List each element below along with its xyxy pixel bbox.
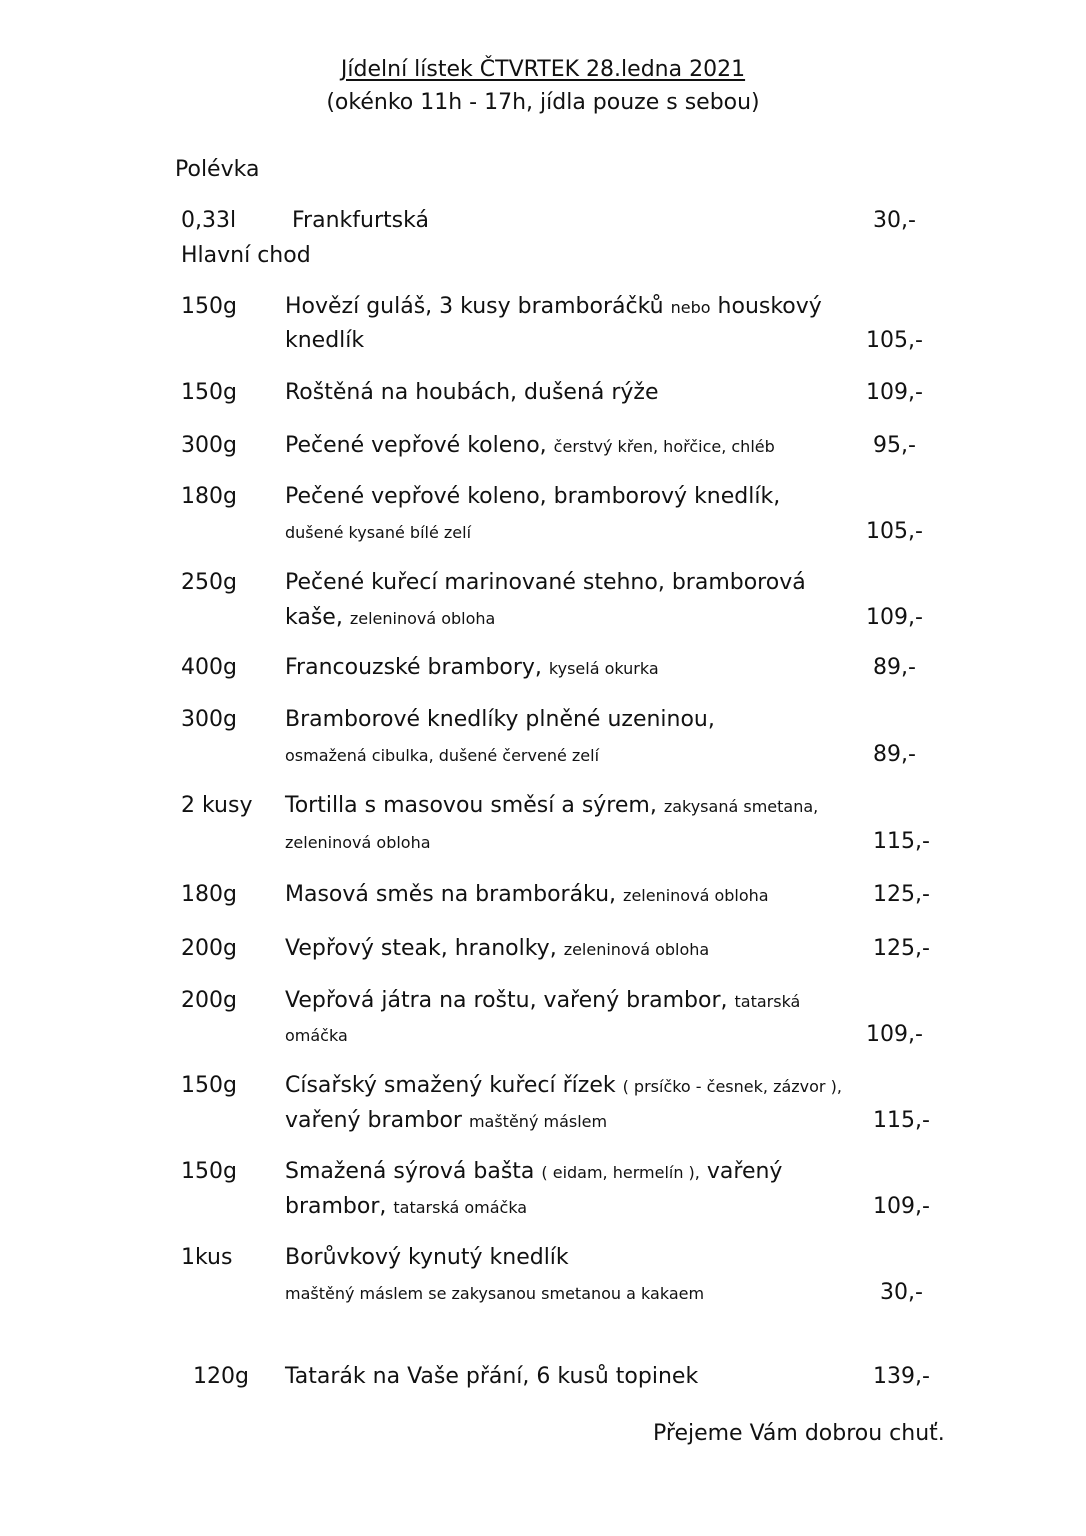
item-name (285, 792, 818, 821)
item-name-main: Pečené vepřové koleno, bramborový knedlík, (285, 484, 781, 509)
item-name-line2 (285, 604, 495, 633)
item-name-main: Smažená sýrová bašta (285, 1159, 542, 1184)
item-name-detail: čerstvý křen, hořčice, chléb (553, 437, 775, 456)
item-name-line2 (285, 1107, 607, 1136)
item-name-line2 (285, 1279, 704, 1308)
section-soup: Polévka (175, 157, 260, 182)
item-name-line2 (285, 1193, 527, 1222)
item-name (285, 654, 659, 683)
item-name-detail: zakysaná smetana, (663, 797, 819, 816)
item-name-line2 (285, 741, 599, 770)
item-name-main: Vepřová játra na roštu, vařený brambor, (285, 988, 735, 1013)
item-quantity: 200g (181, 936, 237, 961)
item-name (285, 1363, 698, 1391)
item-name-main: Císařský smažený kuřecí řízek (285, 1073, 623, 1098)
item-price: 105,- (866, 328, 923, 353)
item-quantity: 300g (181, 433, 237, 458)
item-name-detail: zeleninová obloha (563, 940, 710, 959)
item-price: 109,- (866, 1022, 923, 1047)
item-name (285, 432, 775, 461)
item-price: 139,- (873, 1364, 930, 1389)
item-name (285, 1158, 782, 1187)
item-price: 109,- (873, 1194, 930, 1219)
item-name-detail: kyselá okurka (548, 659, 659, 678)
item-name-main: Pečené kuřecí marinované stehno, bramborová (285, 570, 806, 595)
item-line2-detail: maštěný máslem (468, 1112, 608, 1131)
item-name-main: Frankfurtská (292, 208, 429, 233)
item-name-main-cont: houskový (710, 294, 822, 319)
item-name-detail: tatarská (734, 992, 801, 1011)
item-name-main: Tortilla s masovou směsí a sýrem, (285, 793, 664, 818)
item-name-detail: ( eidam, hermelín ), (541, 1163, 700, 1182)
item-name-line2 (285, 518, 471, 547)
item-line2-main: brambor, (285, 1194, 394, 1219)
item-name-main: Francouzské brambory, (285, 655, 549, 680)
item-line2-detail: zeleninová obloha (285, 833, 431, 852)
item-quantity: 1kus (181, 1245, 233, 1270)
item-name (285, 987, 800, 1016)
item-line2-main: kaše, (285, 605, 350, 630)
item-price: 115,- (873, 829, 930, 854)
item-name-detail: zeleninová obloha (623, 886, 769, 905)
section-main: Hlavní chod (181, 243, 311, 268)
item-line2-detail: tatarská omáčka (393, 1198, 528, 1217)
item-name-main: Pečené vepřové koleno, (285, 433, 554, 458)
item-quantity: 250g (181, 570, 237, 595)
item-name-main: Hovězí guláš, 3 kusy bramboráčků (285, 294, 671, 319)
item-quantity: 150g (181, 1159, 237, 1184)
item-name-main: Borůvkový kynutý knedlík (285, 1245, 569, 1270)
item-name (285, 1244, 569, 1272)
item-quantity: 150g (181, 1073, 237, 1098)
menu-title (0, 55, 1086, 85)
closing-wish: Přejeme Vám dobrou chuť. (653, 1421, 945, 1446)
item-name (285, 881, 769, 910)
item-name-main: Masová směs na bramboráku, (285, 882, 624, 907)
item-line2-main: knedlík (285, 328, 365, 353)
item-price: 109,- (866, 380, 923, 405)
item-name (285, 483, 780, 511)
item-name-detail: ( prsíčko - česnek, zázvor ), (622, 1077, 842, 1096)
item-line2-detail: maštěný máslem se zakysanou smetanou a kakaem (285, 1284, 705, 1303)
item-quantity: 180g (181, 882, 237, 907)
item-quantity: 200g (181, 988, 237, 1013)
item-line2-detail: dušené kysané bílé zelí (285, 523, 472, 542)
item-name-detail: nebo (670, 298, 711, 317)
item-price: 30,- (873, 208, 916, 233)
menu-title-text: Jídelní lístek ČTVRTEK 28.ledna 2021 (340, 57, 746, 82)
item-name-line2 (285, 1021, 348, 1050)
item-name-main: Tatarák na Vaše přání, 6 kusů topinek (285, 1364, 699, 1389)
item-name (285, 379, 659, 407)
item-name-line2 (285, 327, 364, 355)
item-quantity: 120g (193, 1364, 249, 1389)
item-price: 109,- (866, 605, 923, 630)
item-price: 105,- (866, 519, 923, 544)
item-line2-detail: omáčka (285, 1026, 348, 1045)
item-price: 89,- (873, 742, 916, 767)
item-name (292, 207, 429, 235)
item-quantity: 0,33l (181, 208, 237, 233)
item-quantity: 180g (181, 484, 237, 509)
item-name (285, 706, 715, 734)
item-name-line2 (285, 828, 431, 857)
item-name-main-cont: vařený (699, 1159, 783, 1184)
item-quantity: 150g (181, 380, 237, 405)
item-price: 95,- (873, 433, 916, 458)
item-price: 125,- (873, 882, 930, 907)
item-name (285, 293, 822, 322)
menu-subtitle: (okénko 11h - 17h, jídla pouze s sebou) (326, 90, 760, 115)
item-name (285, 1072, 842, 1101)
item-name (285, 935, 709, 964)
item-line2-detail: osmažená cibulka, dušené červené zelí (285, 746, 600, 765)
item-line2-main: vařený brambor (285, 1108, 469, 1133)
item-price: 89,- (873, 655, 916, 680)
item-name-main: Roštěná na houbách, dušená rýže (285, 380, 659, 405)
item-price: 115,- (873, 1108, 930, 1133)
item-price: 125,- (873, 936, 930, 961)
item-name (285, 569, 806, 597)
item-name-main: Bramborové knedlíky plněné uzeninou, (285, 707, 715, 732)
item-quantity: 2 kusy (181, 793, 253, 818)
item-price: 30,- (880, 1280, 923, 1305)
item-line2-detail: zeleninová obloha (349, 609, 496, 628)
item-quantity: 400g (181, 655, 237, 680)
item-quantity: 300g (181, 707, 237, 732)
item-quantity: 150g (181, 294, 237, 319)
item-name-main: Vepřový steak, hranolky, (285, 936, 564, 961)
